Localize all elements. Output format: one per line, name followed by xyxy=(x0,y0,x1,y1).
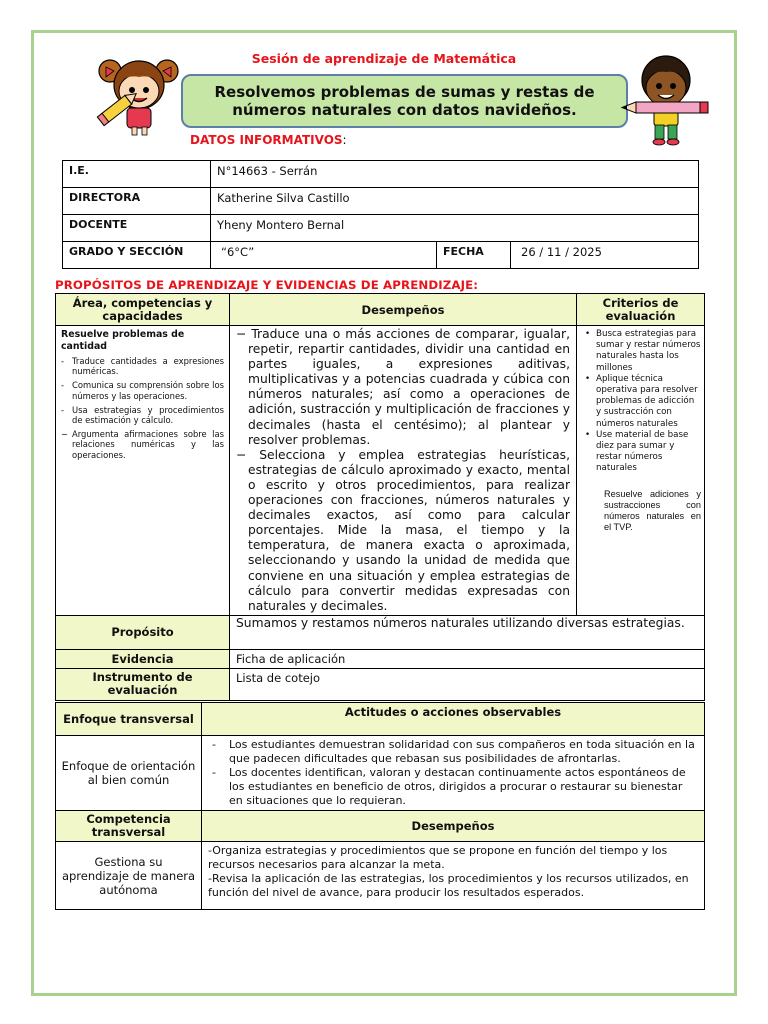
ie-value: N°14663 - Serrán xyxy=(211,161,699,188)
list-item: • Aplique técnica operativa para resolver problemas de adicción y sustracción con números naturales xyxy=(581,374,701,430)
datos-informativos-colon: : xyxy=(342,133,347,147)
table-header-row xyxy=(56,811,705,842)
competencia-heading: Resuelve problemas de cantidad xyxy=(61,329,185,352)
session-banner-title: Resolvemos problemas de sumas y restas de números naturales con datos navideños. xyxy=(181,74,628,128)
table-row xyxy=(63,242,699,269)
capacidades-list xyxy=(61,356,224,460)
docente-label: DOCENTE xyxy=(63,215,211,242)
col-actitudes-header: Actitudes o acciones observables xyxy=(202,703,705,736)
datos-informativos-label xyxy=(190,133,347,147)
actitudes-cell xyxy=(202,736,705,811)
col-desempenos-transversal-header: Desempeños xyxy=(202,811,705,842)
instrumento-label: Instrumento de evaluación xyxy=(56,668,230,700)
criterios-list xyxy=(581,329,701,475)
table-row xyxy=(56,736,705,811)
table-row xyxy=(56,326,705,616)
desempeno-line: -Organiza estrategias y procedimientos que se propone en función del tiempo y los recursos necesarios para alcanzar la meta. xyxy=(208,844,668,871)
propositos-section-title: PROPÓSITOS DE APRENDIZAJE Y EVIDENCIAS DE APRENDIZAJE: xyxy=(55,278,479,292)
directora-label: DIRECTORA xyxy=(63,188,211,215)
col-desempenos-header: Desempeños xyxy=(230,294,577,326)
session-title: Sesión de aprendizaje de Matemática xyxy=(251,51,517,66)
desempenos-transversal-cell xyxy=(202,842,705,910)
desempeno-paragraph: − Selecciona y emplea estrategias heurísticas, estrategias de cálculo aproximado y exacto, mental o escrito y otros procedimientos, para realizar operaciones con fracciones, números naturales y decimales exactos, así como para calcular porcentajes. Mide la masa, el tiempo y la temperatura, de manera exacta o aproximada, seleccionando y usando la unidad de medida que conviene en una situación y emplea estrategias de cálculo para convertir medidas expresadas con naturales y decimales. xyxy=(236,447,570,613)
list-item: - Usa estrategias y procedimientos de estimación y cálculo. xyxy=(61,405,224,425)
col-enfoque-header: Enfoque transversal xyxy=(56,703,202,736)
ie-label: I.E. xyxy=(63,161,211,188)
propositos-table xyxy=(55,293,705,701)
fecha-label: FECHA xyxy=(437,242,511,269)
list-item: - Traduce cantidades a expresiones numéricas. xyxy=(61,356,224,376)
competencia-name: Gestiona su aprendizaje de manera autónoma xyxy=(56,842,202,910)
datos-informativos-text: DATOS INFORMATIVOS xyxy=(190,133,343,147)
grado-value: “6°C” xyxy=(211,242,437,269)
col-area-header: Área, competencias y capacidades xyxy=(56,294,230,326)
enfoque-name: Enfoque de orientación al bien común xyxy=(56,736,202,811)
list-item: - Comunica su comprensión sobre los números y las operaciones. xyxy=(61,380,224,400)
datos-informativos-table xyxy=(62,160,699,269)
evidencia-value: Ficha de aplicación xyxy=(230,649,705,668)
table-row xyxy=(63,188,699,215)
table-row xyxy=(56,615,705,649)
list-item: - Los docentes identifican, valoran y destacan continuamente actos espontáneos de los estudiantes en beneficio de otros, dirigidos a procurar o restaurar su bienestar en situaciones que lo requieran. xyxy=(212,766,698,808)
desempeno-line: -Revisa la aplicación de las estrategias, los procedimientos y los recursos utilizados, en función del nivel de avance, para producir los resultados esperados. xyxy=(208,872,689,899)
grado-label: GRADO Y SECCIÓN xyxy=(63,242,211,269)
desempenos-cell xyxy=(230,326,577,616)
instrumento-value: Lista de cotejo xyxy=(230,668,705,700)
area-cell xyxy=(56,326,230,616)
proposito-value: Sumamos y restamos números naturales utilizando diversas estrategias. xyxy=(230,615,705,649)
evidencia-label: Evidencia xyxy=(56,649,230,668)
docente-value: Yheny Montero Bernal xyxy=(211,215,699,242)
table-header-row xyxy=(56,294,705,326)
table-row xyxy=(63,215,699,242)
boy-with-pencil-icon xyxy=(618,52,718,148)
table-row xyxy=(56,649,705,668)
directora-value: Katherine Silva Castillo xyxy=(211,188,699,215)
list-item: − Argumenta afirmaciones sobre las relaciones numéricas y las operaciones. xyxy=(61,429,224,460)
list-item: - Los estudiantes demuestran solidaridad con sus compañeros en toda situación en la que padecen dificultades que rebasan sus posibilidades de afrontarlas. xyxy=(212,738,698,766)
proposito-label: Propósito xyxy=(56,615,230,649)
desempeno-paragraph: − Traduce una o más acciones de comparar, igualar, repetir, repartir cantidades, dividir una cantidad en partes iguales, a expresiones aditivas, multiplicativas y a potencias cuadrada y cúbica con números naturales; así como a operaciones de adición, sustracción y multiplicación de fracciones y decimales (hasta el centésimo); al plantear y resolver problemas. xyxy=(236,327,570,447)
table-row xyxy=(56,668,705,700)
criterio-extra: Resuelve adiciones y sustracciones con números naturales en el TVP. xyxy=(604,488,701,532)
table-header-row xyxy=(56,703,705,736)
table-row xyxy=(63,161,699,188)
table-row xyxy=(56,842,705,910)
list-item: • Busca estrategias para sumar y restar números naturales hasta los millones xyxy=(581,329,701,374)
criterios-cell xyxy=(577,326,705,616)
actitudes-list xyxy=(202,736,704,810)
col-criterios-header: Criterios de evaluación xyxy=(577,294,705,326)
list-item: • Use material de base diez para sumar y restar números naturales xyxy=(581,430,701,475)
enfoques-table xyxy=(55,702,705,910)
col-competencia-header: Competencia transversal xyxy=(56,811,202,842)
girl-with-pencil-icon xyxy=(96,55,182,139)
fecha-value: 26 / 11 / 2025 xyxy=(511,242,699,269)
